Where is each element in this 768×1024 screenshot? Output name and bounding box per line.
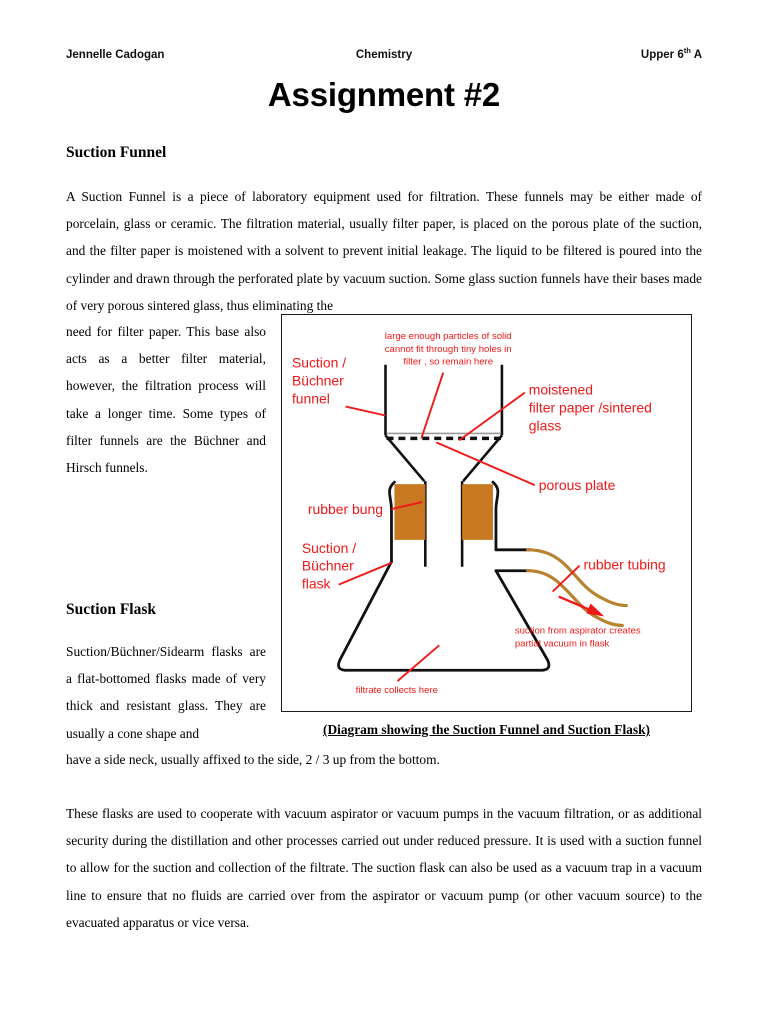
leader-particles (421, 373, 443, 439)
label-flask-line2: Büchner (301, 557, 354, 574)
flask-cone-right (496, 571, 549, 670)
leader-porous-plate (436, 442, 535, 485)
label-funnel-line2: Büchner (291, 372, 344, 389)
label-flask-line1: Suction / (301, 539, 357, 556)
section-heading-suction-flask: Suction Flask (66, 601, 157, 618)
rubber-bung (394, 484, 493, 540)
leader-funnel (346, 407, 386, 416)
label-funnel-line3: funnel (291, 390, 330, 407)
label-porous-plate: porous plate (538, 477, 616, 494)
label-rubber-tubing: rubber tubing (583, 556, 666, 573)
figure-caption-text: (Diagram showing the Suction Funnel and Suction Flask) (322, 722, 650, 737)
leader-filtrate (397, 645, 439, 681)
header-class (641, 46, 702, 64)
paragraph-suction-flask-tail: have a side neck, usually affixed to the side, 2 / 3 up from the bottom. (66, 752, 440, 767)
paragraph-suction-funnel-intro: A Suction Funnel is a piece of laboratory equipment used for filtration. These funnels may be either made of porcelain, glass or ceramic. The filtration material, usually filter paper, is placed on the porous plate of the suction, and the filter paper is moistened with a solvent to prevent initial leakage. The liquid to be filtered is poured into the cylinder and drawn through the perforated plate by vacuum suction. Some glass suction funnels have their bases made of very porous sintered glass, thus eliminating the (66, 189, 702, 313)
label-rubber-bung: rubber bung (307, 500, 383, 517)
funnel-cone-right (463, 435, 502, 481)
label-filter-paper-line1: moistened (528, 381, 594, 398)
flask-neck-left (390, 482, 395, 562)
figure-suction-apparatus (281, 314, 692, 712)
header-class-superscript: th (683, 46, 691, 56)
label-filter-paper-line2: filter paper /sintered (528, 399, 652, 416)
label-particles-line3: filter , so remain here (403, 356, 494, 368)
suction-apparatus-diagram (282, 315, 691, 711)
label-particles-line2: cannot fit through tiny holes in (384, 343, 512, 355)
paragraph-suction-funnel-continued: need for filter paper. This base also acts as a better filter material, however, the filtration process will take a longer time. Some types of filter funnels are the Büchner and Hirsch funnels. (66, 324, 266, 476)
label-filter-paper-line3: glass (528, 417, 562, 434)
label-aspirator-line2: partial vacuum in flask (514, 638, 610, 650)
paragraph-suction-flask-closing: These flasks are used to cooperate with vacuum aspirator or vacuum pumps in the vacuum filtration, or as additional security during the distillation and other processes carried out under reduced pressure. It is used with a suction funnel to allow for the suction and collection of the filtrate. The suction flask can also be used as a vacuum trap in a vacuum line to ensure that no fluids are carried over from the aspirator or vacuum pump (or other vacuum source) to the evacuated apparatus or vice versa. (66, 806, 702, 930)
figure-caption (281, 722, 692, 738)
page-title: Assignment #2 (267, 76, 501, 113)
header-author: Jennelle Cadogan (66, 49, 165, 61)
label-filtrate: filtrate collects here (355, 685, 438, 697)
section-heading-suction-funnel: Suction Funnel (66, 144, 167, 161)
header-class-prefix: Upper 6 (640, 49, 684, 61)
label-particles-line1: large enough particles of solid (384, 330, 512, 342)
label-funnel-line1: Suction / (291, 354, 347, 371)
paragraph-suction-flask-intro: Suction/Büchner/Sidearm flasks are a flat-bottomed flasks made of very thick and resistant glass. They are usually a cone shape and (66, 644, 266, 741)
label-aspirator-line1: suction from aspirator creates (514, 625, 641, 637)
flask-neck-right (493, 482, 498, 550)
document-header (66, 46, 702, 64)
funnel-cone-left (385, 435, 424, 481)
suction-arrow (559, 597, 605, 617)
flask-cone-left (338, 562, 391, 670)
tubing-lower-edge (528, 571, 623, 626)
header-subject: Chemistry (355, 49, 413, 61)
label-flask-line3: flask (301, 575, 331, 592)
header-class-suffix: A (690, 49, 702, 61)
